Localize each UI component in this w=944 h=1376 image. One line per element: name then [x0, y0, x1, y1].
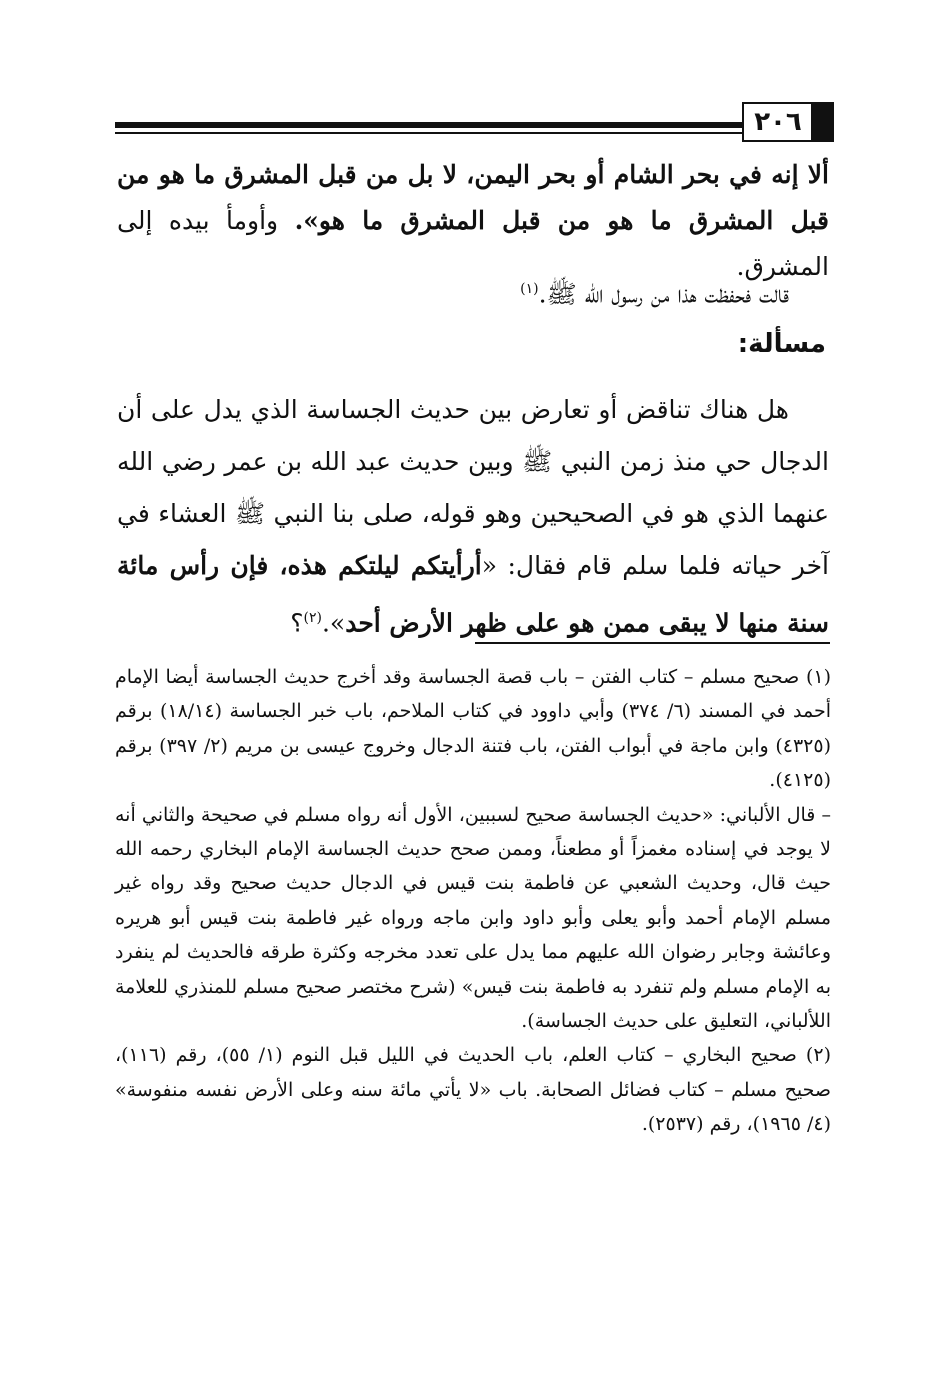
paragraph-1-rest: وأومأ بيده إلى المشرق.: [117, 206, 829, 281]
footnote-separator: [475, 642, 830, 644]
page-number: ٢٠٦: [754, 107, 802, 137]
header-rule-thin: [115, 132, 743, 134]
footnote-2: (٢) صحيح البخاري – كتاب العلم، باب الحديث في الليل قبل النوم (١/ ٥٥)، رقم (١١٦)، صحيح مسلم – كتاب فضائل الصحابة. باب «لا يأتي مائة سنه وعلى الأرض نفسه منفوسة» (٤/ ١٩٦٥)، رقم (٢٥٣٧).: [115, 1044, 831, 1136]
footnote-ref-2: (٢): [303, 610, 322, 626]
footnote-1: (١) صحيح مسلم – كتاب الفتن – باب قصة الجساسة وقد أخرج حديث الجساسة أيضا الإمام أحمد في المسند (٦/ ٣٧٤) وأبي داوود في كتاب الملاحم، باب خبر الجساسة (١٨/١٤) برقم (٤٣٢٥) وابن ماجة في أبواب الفتن، باب فتنة الدجال وخروج عيسى بن مريم (٢/ ٣٩٧) برقم (٤١٢٥).: [115, 666, 832, 792]
paragraph-3-end: ؟: [290, 608, 304, 638]
footnote-ref-1: (١): [520, 281, 539, 297]
paragraph-2-text: قالت فحفظت هذا من رسول الله ﷺ.: [538, 279, 789, 309]
paragraph-3: [117, 384, 829, 649]
paragraph-3-close: ».: [321, 608, 346, 638]
hadith-quote-bold: ألا إنه في بحر الشام أو بحر اليمن، لا بل من قبل المشرق ما هو من قبل المشرق ما هو من قبل المشرق ما هو».: [117, 160, 829, 235]
section-heading: مسألة:: [737, 329, 826, 359]
paragraph-3-bold-quote: أرأيتكم ليلتكم هذه، فإن رأس مائة سنة منها لا يبقى ممن هو على ظهر الأرض أحد: [117, 551, 829, 638]
footnotes: [115, 660, 831, 1142]
paragraph-2: [117, 266, 829, 317]
paragraph-3-intro: هل هناك تناقض أو تعارض بين حديث الجساسة الذي يدل على أن الدجال حي منذ زمن النبي ﷺ وبين حديث عبد الله بن عمر رضي الله عنهما الذي هو في الصحيحين وهو قوله، صلى بنا النبي ﷺ العشاء في آخر حياته فلما سلم قام فقال: «: [117, 395, 829, 580]
page-number-bar: [811, 102, 834, 142]
footnote-1-albani-note: – قال الألباني: «حديث الجساسة صحيح لسببين، الأول أنه رواه مسلم في صحيحة والثاني أنه لا يوجد في إسناده مغمزاً أو مطعناً، وممن صحح حديث الجساسة الإمام البخاري رحمه الله حيث قال، وحديث الشعبي عن فاطمة بنت قيس في الدجال حديث صحيح وقد رواه غير مسلم الإمام أحمد وأبو يعلى وأبو داود وابن ماجه ورواه غير فاطمة بنت قيس أبو هريره وعائشة وجابر رضوان الله عليهم مما يدل على تعدد مخرجه وكثرة طرقه فالحديث لم ينفرد به الإمام مسلم ولم تنفرد به فاطمة بنت قيس» (شرح مختصر صحيح مسلم للمنذري للعلامة اللألباني، التعليق على حديث الجساسة).: [115, 803, 831, 1033]
header-rule-thick: [115, 122, 743, 128]
